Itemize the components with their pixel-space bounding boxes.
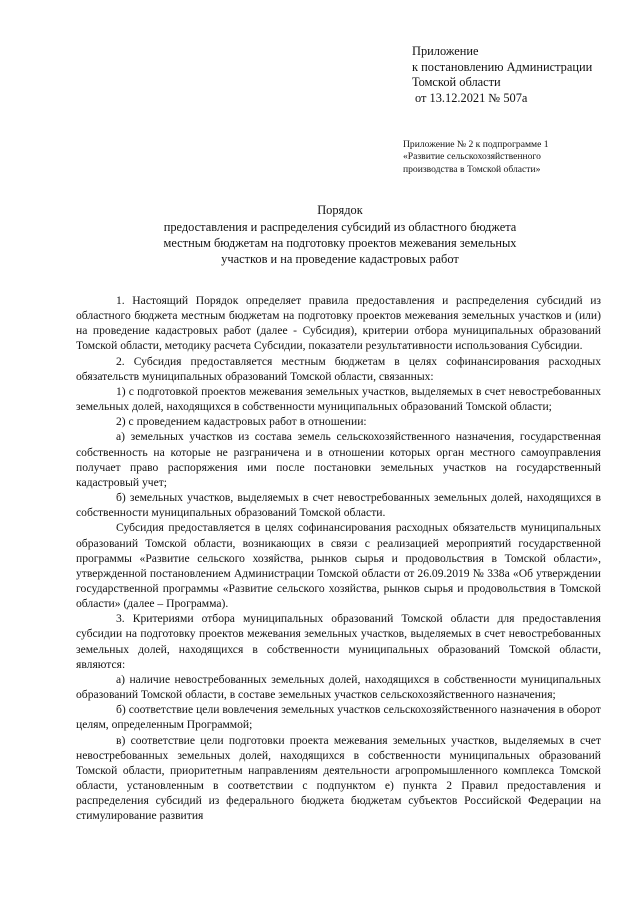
appendix-line: «Развитие сельскохозяйственного: [403, 151, 541, 163]
paragraph-2-2-a: а) земельных участков из состава земель сельскохозяйственного назначения, государственная собственность на которые не разграничена и в отношении которых орган местного самоуправления получает право распоряжения ими после постановки земельных участков на государственный кадастровый учет;: [76, 430, 601, 489]
title-heading: Порядок: [317, 203, 363, 217]
paragraph-2-1: 1) с подготовкой проектов межевания земельных участков, выделяемых в счет невостребованных земельных долей, находящихся в собственности муниципальных образований Томской области;: [76, 384, 601, 414]
paragraph-2: 2. Субсидия предоставляется местным бюджетам в целях софинансирования расходных обязательств муниципальных образований Томской области, связанных:: [76, 354, 601, 383]
document-body: [76, 293, 601, 823]
approval-line: к постановлению Администрации: [412, 59, 593, 74]
appendix-line: производства в Томской области»: [403, 163, 541, 175]
appendix-note: [403, 139, 549, 176]
approval-line: от 13.12.2021 № 507а: [415, 90, 528, 105]
document-title: [90, 202, 590, 267]
paragraph-3-a: а) наличие невостребованных земельных долей, находящихся в собственности муниципальных образований Томской области, в составе земельных участков сельскохозяйственного назначения;: [76, 672, 601, 702]
paragraph-2-2: 2) с проведением кадастровых работ в отношении:: [116, 415, 367, 429]
approval-stamp: [412, 44, 592, 106]
title-line: предоставления и распределения субсидий из областного бюджета: [163, 220, 517, 234]
paragraph-3-v: в) соответствие цели подготовки проекта межевания земельных участков, выделяемых в счет невостребованных земельных долей, находящихся в собственности муниципальных образований Томской области, приоритетным направлениям деятельности агропромышленного комплекса Томской области, установленным в соответствии с подпунктом е) пункта 2 Правил предоставления и распределения субсидий из федерального бюджета бюджетам субъектов Российской Федерации на стимулирование развития: [76, 733, 601, 823]
title-line: местным бюджетам на подготовку проектов межевания земельных: [163, 236, 517, 250]
title-line: участков и на проведение кадастровых работ: [221, 252, 459, 266]
paragraph-subsidy-purpose: Субсидия предоставляется в целях софинансирования расходных обязательств муниципальных образований Томской области, возникающих в связи с реализацией мероприятий государственной программы «Развитие сельского хозяйства, рынков сырья и продовольствия в Томской области», утвержденной постановлением Администрации Томской области от 26.09.2019 № 338а «Об утверждении государственной программы «Развитие сельского хозяйства, рынков сырья и продовольствия в Томской области» (далее – Программа).: [76, 521, 601, 611]
paragraph-2-2-b: б) земельных участков, выделяемых в счет невостребованных земельных долей, находящихся в собственности муниципальных образований Томской области.: [76, 491, 601, 520]
approval-line: Томской области: [412, 75, 501, 90]
paragraph-1: 1. Настоящий Порядок определяет правила предоставления и распределения субсидий из областного бюджета местным бюджетам на подготовку проектов межевания земельных участков и (или) на проведение кадастровых работ (далее - Субсидия), критерии отбора муниципальных образований Томской области, методику расчета Субсидии, показатели результативности использования Субсидии.: [76, 294, 601, 353]
paragraph-3: 3. Критериями отбора муниципальных образований Томской области для предоставления субсидии на подготовку проектов межевания земельных участков, выделяемых в счет невостребованных земельных долей, находящихся в собственности муниципальных образований Томской области, являются:: [76, 612, 601, 671]
appendix-line: Приложение № 2 к подпрограмме 1: [403, 139, 549, 150]
paragraph-3-b: б) соответствие цели вовлечения земельных участков сельскохозяйственного назначения в оборот целям, определенным Программой;: [76, 703, 601, 732]
approval-line: Приложение: [412, 44, 479, 58]
